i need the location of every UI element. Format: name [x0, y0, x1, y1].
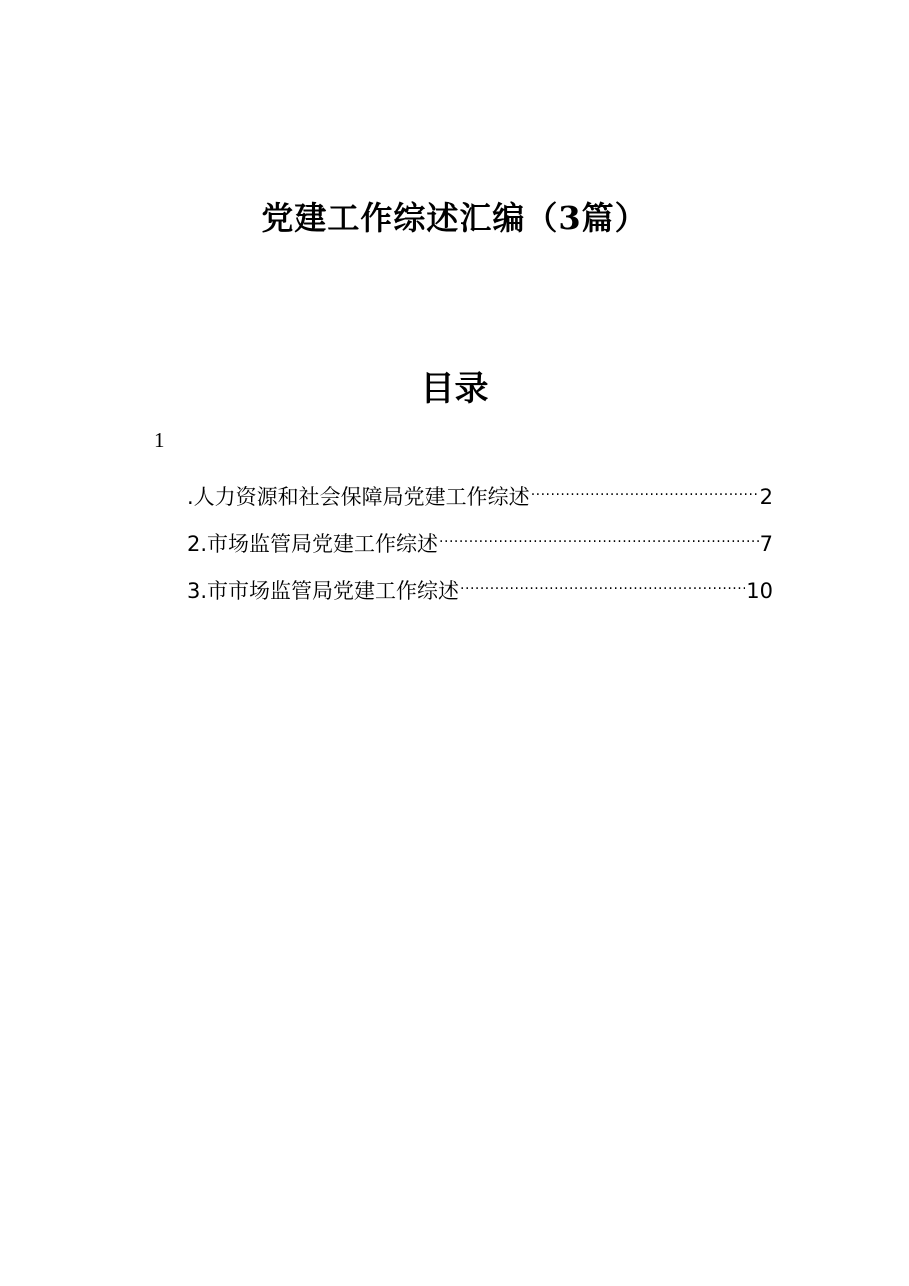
toc-entry-page: 7 [759, 532, 773, 556]
toc-entry-page: 10 [746, 579, 773, 603]
toc-entry-page: 2 [759, 485, 773, 509]
table-of-contents [187, 468, 773, 609]
toc-heading: 目录 [420, 369, 489, 409]
toc-entry[interactable] [187, 515, 773, 562]
toc-entry[interactable] [187, 562, 773, 609]
document-title: 党建工作综述汇编（3篇） [261, 199, 648, 237]
toc-leader-dots [439, 515, 759, 551]
toc-entry-label: .人力资源和社会保障局党建工作综述 [187, 485, 530, 509]
toc-leader-dots [460, 562, 745, 598]
toc-section-number: 1 [154, 428, 165, 452]
toc-leader-dots [531, 468, 759, 504]
toc-entry[interactable] [187, 468, 773, 515]
toc-entry-label: 2.市场监管局党建工作综述 [187, 532, 439, 556]
toc-entry-label: 3.市市场监管局党建工作综述 [187, 579, 460, 603]
